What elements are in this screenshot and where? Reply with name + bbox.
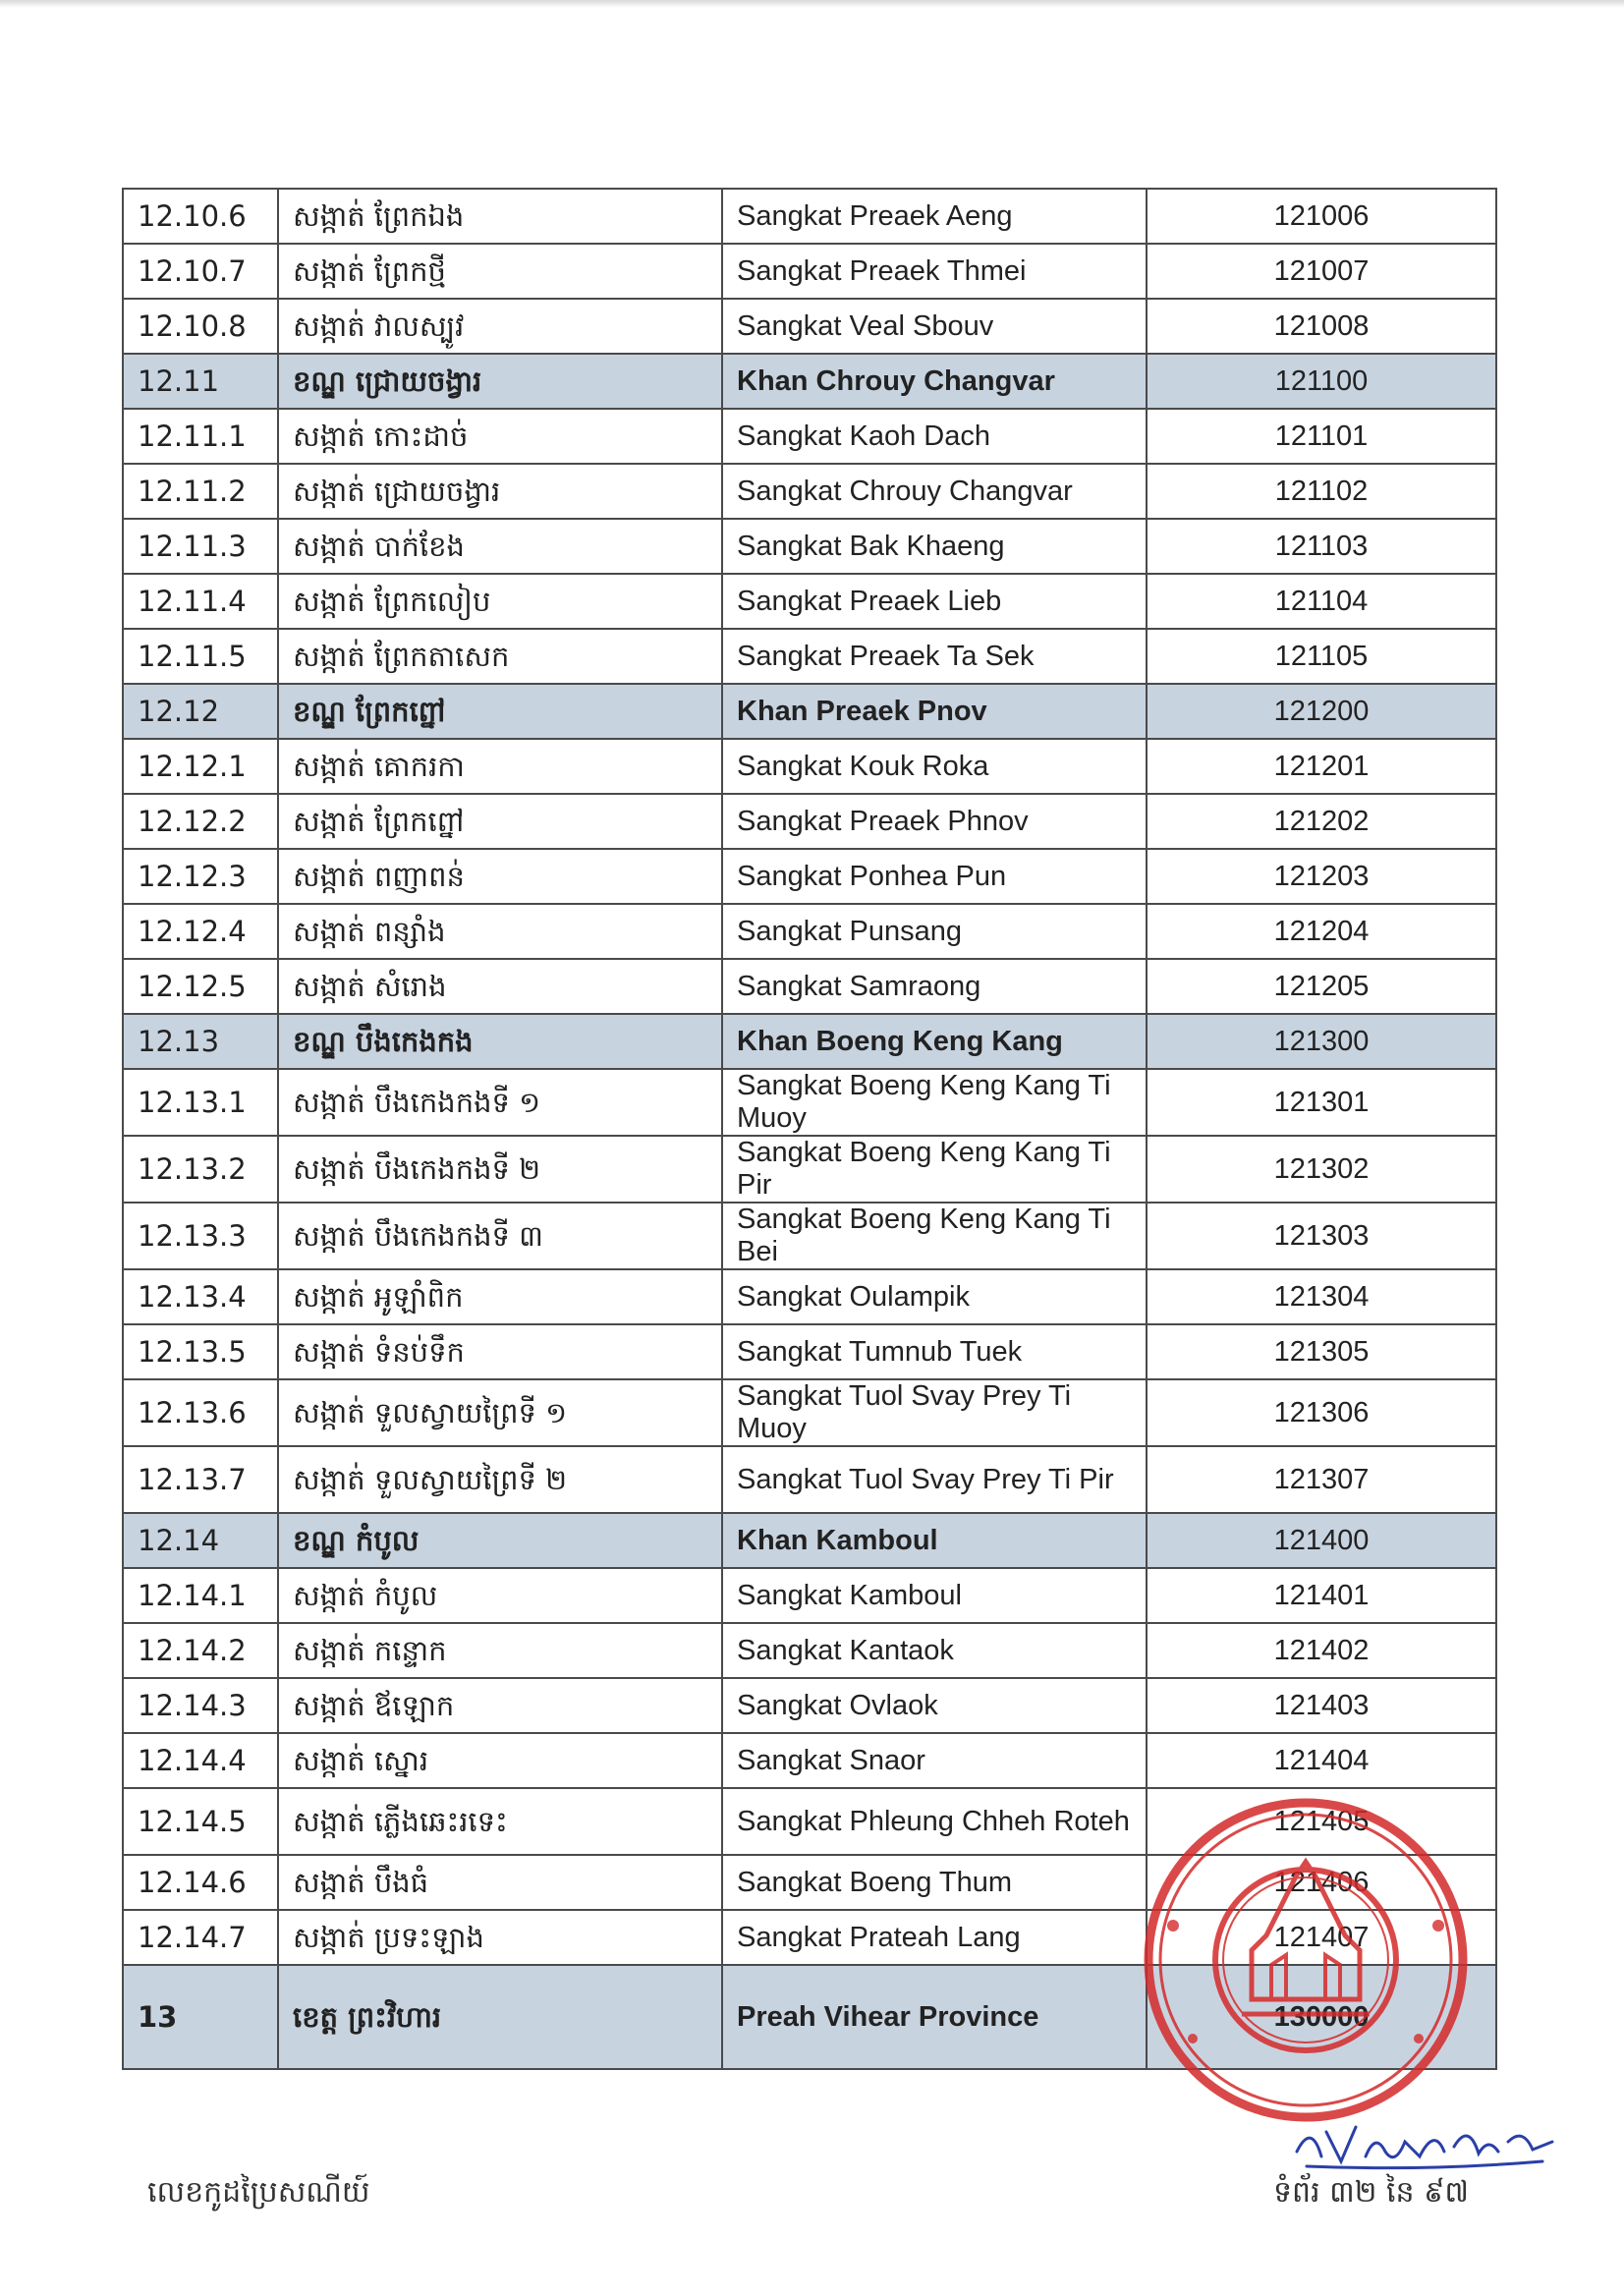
khmer-name-cell: សង្កាត់ ព្រែកតាសេក [278, 629, 722, 684]
english-name-cell: Sangkat Oulampik [722, 1269, 1147, 1324]
row-number-cell: 12.14.2 [123, 1623, 278, 1678]
postal-code-cell: 121101 [1147, 409, 1496, 464]
khan-row [123, 684, 1496, 739]
postal-code-cell: 121203 [1147, 849, 1496, 904]
row-number-cell: 12.14.6 [123, 1855, 278, 1910]
postal-code-cell: 121304 [1147, 1269, 1496, 1324]
khmer-name-cell: សង្កាត់ ប្រទះឡាង [278, 1910, 722, 1965]
sangkat-row [123, 1324, 1496, 1379]
sangkat-row [123, 1623, 1496, 1678]
khmer-name-cell: សង្កាត់ ភ្លើងឆេះរទេះ [278, 1788, 722, 1855]
postal-code-cell: 121201 [1147, 739, 1496, 794]
postal-code-cell: 121307 [1147, 1446, 1496, 1513]
english-name-cell: Sangkat Boeng Thum [722, 1855, 1147, 1910]
khmer-name-cell: ខណ្ឌ កំបូល [278, 1513, 722, 1568]
english-name-cell: Sangkat Samraong [722, 959, 1147, 1014]
sangkat-row [123, 959, 1496, 1014]
khmer-name-cell: សង្កាត់ ទំនប់ទឹក [278, 1324, 722, 1379]
row-number-cell: 12.11.2 [123, 464, 278, 519]
row-number-cell: 12.14.5 [123, 1788, 278, 1855]
postal-code-cell: 121300 [1147, 1014, 1496, 1069]
khmer-name-cell: សង្កាត់ បាក់ខែង [278, 519, 722, 574]
postal-code-cell: 121403 [1147, 1678, 1496, 1733]
sangkat-row [123, 739, 1496, 794]
postal-code-table-body [123, 189, 1496, 2069]
postal-code-cell: 121200 [1147, 684, 1496, 739]
row-number-cell: 12.13.3 [123, 1203, 278, 1269]
postal-code-cell: 121405 [1147, 1788, 1496, 1855]
english-name-cell: Khan Kamboul [722, 1513, 1147, 1568]
postal-code-cell: 121406 [1147, 1855, 1496, 1910]
khmer-name-cell: សង្កាត់ ព្រែកព្នៅ [278, 794, 722, 849]
english-name-cell: Sangkat Ponhea Pun [722, 849, 1147, 904]
row-number-cell: 12.14.1 [123, 1568, 278, 1623]
sangkat-row [123, 1069, 1496, 1136]
khmer-name-cell: សង្កាត់ ទួលស្វាយព្រៃទី ១ [278, 1379, 722, 1446]
khmer-name-cell: ខណ្ឌ ព្រែកព្នៅ [278, 684, 722, 739]
khan-row [123, 1513, 1496, 1568]
khmer-name-cell: សង្កាត់ កន្ទោក [278, 1623, 722, 1678]
khmer-name-cell: ខណ្ឌ ជ្រោយចង្វារ [278, 354, 722, 409]
sangkat-row [123, 1446, 1496, 1513]
sangkat-row [123, 1568, 1496, 1623]
row-number-cell: 12.11.3 [123, 519, 278, 574]
english-name-cell: Sangkat Kamboul [722, 1568, 1147, 1623]
postal-code-cell: 121404 [1147, 1733, 1496, 1788]
english-name-cell: Sangkat Punsang [722, 904, 1147, 959]
postal-code-cell: 121400 [1147, 1513, 1496, 1568]
english-name-cell: Preah Vihear Province [722, 1965, 1147, 2069]
row-number-cell: 12.12.1 [123, 739, 278, 794]
english-name-cell: Sangkat Preaek Phnov [722, 794, 1147, 849]
row-number-cell: 12.12.3 [123, 849, 278, 904]
postal-code-cell: 121103 [1147, 519, 1496, 574]
row-number-cell: 12.14 [123, 1513, 278, 1568]
row-number-cell: 12.10.7 [123, 244, 278, 299]
row-number-cell: 12.11.5 [123, 629, 278, 684]
khmer-name-cell: សង្កាត់ បឹងកេងកងទី ៣ [278, 1203, 722, 1269]
khmer-name-cell: ខេត្ត ព្រះវិហារ [278, 1965, 722, 2069]
postal-code-cell: 121401 [1147, 1568, 1496, 1623]
khmer-name-cell: សង្កាត់ កោះដាច់ [278, 409, 722, 464]
english-name-cell: Sangkat Preaek Aeng [722, 189, 1147, 244]
postal-code-cell: 121100 [1147, 354, 1496, 409]
row-number-cell: 12.11.1 [123, 409, 278, 464]
khmer-name-cell: សង្កាត់ ព្រែកថ្មី [278, 244, 722, 299]
english-name-cell: Khan Boeng Keng Kang [722, 1014, 1147, 1069]
postal-code-cell: 121202 [1147, 794, 1496, 849]
english-name-cell: Sangkat Tuol Svay Prey Ti Pir [722, 1446, 1147, 1513]
english-name-cell: Sangkat Kantaok [722, 1623, 1147, 1678]
english-name-cell: Khan Preaek Pnov [722, 684, 1147, 739]
english-name-cell: Sangkat Prateah Lang [722, 1910, 1147, 1965]
english-name-cell: Sangkat Tumnub Tuek [722, 1324, 1147, 1379]
row-number-cell: 12.11 [123, 354, 278, 409]
khmer-name-cell: សង្កាត់ បឹងកេងកងទី ២ [278, 1136, 722, 1203]
postal-code-cell: 121407 [1147, 1910, 1496, 1965]
english-name-cell: Sangkat Preaek Ta Sek [722, 629, 1147, 684]
footer-title: លេខកូដប្រៃសណីយ៍ [147, 2175, 370, 2210]
postal-code-cell: 121008 [1147, 299, 1496, 354]
row-number-cell: 12.10.8 [123, 299, 278, 354]
sangkat-row [123, 794, 1496, 849]
sangkat-row [123, 409, 1496, 464]
english-name-cell: Sangkat Veal Sbouv [722, 299, 1147, 354]
english-name-cell: Sangkat Boeng Keng Kang Ti Muoy [722, 1069, 1147, 1136]
khmer-name-cell: សង្កាត់ ជ្រោយចង្វារ [278, 464, 722, 519]
postal-code-cell: 121305 [1147, 1324, 1496, 1379]
sangkat-row [123, 849, 1496, 904]
khmer-name-cell: សង្កាត់ សំរោង [278, 959, 722, 1014]
sangkat-row [123, 1678, 1496, 1733]
khmer-name-cell: សង្កាត់ ពន្សាំង [278, 904, 722, 959]
row-number-cell: 12.13.1 [123, 1069, 278, 1136]
row-number-cell: 12.14.3 [123, 1678, 278, 1733]
khmer-name-cell: ខណ្ឌ បឹងកេងកង [278, 1014, 722, 1069]
khmer-name-cell: សង្កាត់ ស្នោរ [278, 1733, 722, 1788]
sangkat-row [123, 574, 1496, 629]
row-number-cell: 12.12 [123, 684, 278, 739]
postal-code-cell: 121402 [1147, 1623, 1496, 1678]
row-number-cell: 12.13.6 [123, 1379, 278, 1446]
sangkat-row [123, 1379, 1496, 1446]
sangkat-row [123, 244, 1496, 299]
page-number: ទំព័រ ៣២ នៃ ៩៧ [1273, 2175, 1469, 2210]
row-number-cell: 12.11.4 [123, 574, 278, 629]
sangkat-row [123, 1269, 1496, 1324]
english-name-cell: Sangkat Snaor [722, 1733, 1147, 1788]
english-name-cell: Sangkat Preaek Thmei [722, 244, 1147, 299]
postal-code-cell: 121301 [1147, 1069, 1496, 1136]
postal-code-cell: 121104 [1147, 574, 1496, 629]
postal-code-cell: 121006 [1147, 189, 1496, 244]
row-number-cell: 12.12.4 [123, 904, 278, 959]
sangkat-row [123, 519, 1496, 574]
sangkat-row [123, 904, 1496, 959]
sangkat-row [123, 1203, 1496, 1269]
english-name-cell: Sangkat Tuol Svay Prey Ti Muoy [722, 1379, 1147, 1446]
khmer-name-cell: សង្កាត់ កំបូល [278, 1568, 722, 1623]
row-number-cell: 12.12.5 [123, 959, 278, 1014]
khmer-name-cell: សង្កាត់ ពញាពន់ [278, 849, 722, 904]
row-number-cell: 13 [123, 1965, 278, 2069]
english-name-cell: Sangkat Preaek Lieb [722, 574, 1147, 629]
khmer-name-cell: សង្កាត់ បឹងកេងកងទី ១ [278, 1069, 722, 1136]
signature [1287, 2112, 1572, 2181]
english-name-cell: Khan Chrouy Changvar [722, 354, 1147, 409]
khmer-name-cell: សង្កាត់ អូឡាំពិក [278, 1269, 722, 1324]
postal-code-cell: 121303 [1147, 1203, 1496, 1269]
khmer-name-cell: សង្កាត់ បឹងធំ [278, 1855, 722, 1910]
row-number-cell: 12.13.7 [123, 1446, 278, 1513]
english-name-cell: Sangkat Boeng Keng Kang Ti Pir [722, 1136, 1147, 1203]
english-name-cell: Sangkat Chrouy Changvar [722, 464, 1147, 519]
sangkat-row [123, 189, 1496, 244]
row-number-cell: 12.10.6 [123, 189, 278, 244]
english-name-cell: Sangkat Boeng Keng Kang Ti Bei [722, 1203, 1147, 1269]
postal-code-cell: 121102 [1147, 464, 1496, 519]
sangkat-row [123, 1136, 1496, 1203]
khmer-name-cell: សង្កាត់ ឪឡោក [278, 1678, 722, 1733]
row-number-cell: 12.12.2 [123, 794, 278, 849]
row-number-cell: 12.13.5 [123, 1324, 278, 1379]
official-seal-stamp [1134, 1788, 1478, 2132]
khan-row [123, 1014, 1496, 1069]
english-name-cell: Sangkat Phleung Chheh Roteh [722, 1788, 1147, 1855]
khmer-name-cell: សង្កាត់ ទួលស្វាយព្រៃទី ២ [278, 1446, 722, 1513]
row-number-cell: 12.14.7 [123, 1910, 278, 1965]
khmer-name-cell: សង្កាត់ ព្រែកឯង [278, 189, 722, 244]
khmer-name-cell: សង្កាត់ គោករកា [278, 739, 722, 794]
english-name-cell: Sangkat Ovlaok [722, 1678, 1147, 1733]
sangkat-row [123, 464, 1496, 519]
postal-code-cell: 121204 [1147, 904, 1496, 959]
postal-code-cell: 130000 [1147, 1965, 1496, 2069]
postal-code-cell: 121205 [1147, 959, 1496, 1014]
sangkat-row [123, 299, 1496, 354]
khmer-name-cell: សង្កាត់ ព្រែកលៀប [278, 574, 722, 629]
postal-code-cell: 121007 [1147, 244, 1496, 299]
sangkat-row [123, 629, 1496, 684]
english-name-cell: Sangkat Bak Khaeng [722, 519, 1147, 574]
postal-code-cell: 121302 [1147, 1136, 1496, 1203]
row-number-cell: 12.13.2 [123, 1136, 278, 1203]
khan-row [123, 354, 1496, 409]
row-number-cell: 12.14.4 [123, 1733, 278, 1788]
english-name-cell: Sangkat Kaoh Dach [722, 409, 1147, 464]
row-number-cell: 12.13 [123, 1014, 278, 1069]
row-number-cell: 12.13.4 [123, 1269, 278, 1324]
khmer-name-cell: សង្កាត់ វាលស្បូវ [278, 299, 722, 354]
english-name-cell: Sangkat Kouk Roka [722, 739, 1147, 794]
page-top-edge [0, 0, 1624, 8]
sangkat-row [123, 1733, 1496, 1788]
postal-code-cell: 121105 [1147, 629, 1496, 684]
postal-code-cell: 121306 [1147, 1379, 1496, 1446]
